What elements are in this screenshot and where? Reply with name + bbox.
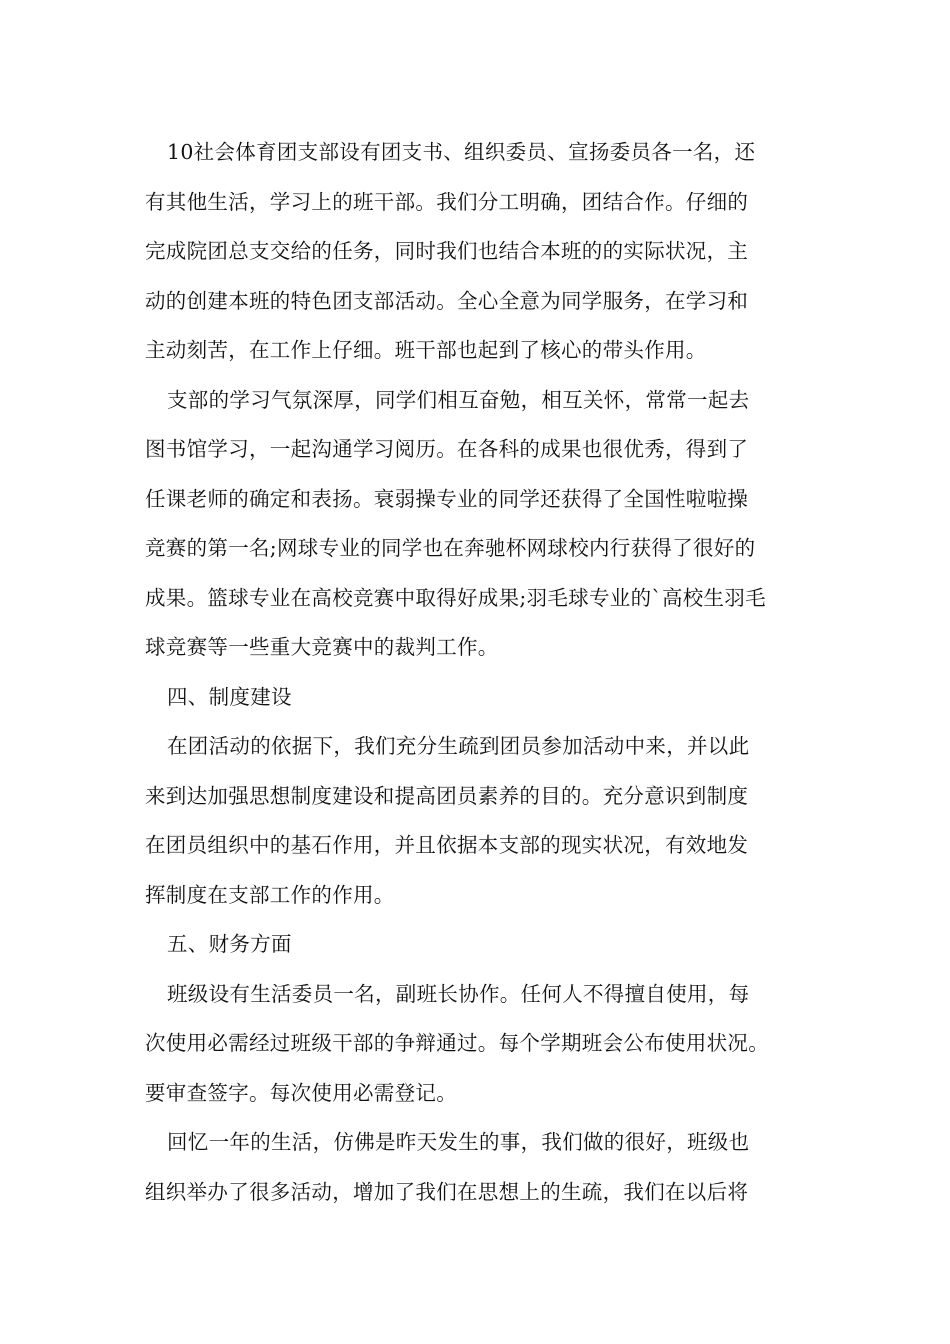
paragraph-line: 竞赛的第一名;网球专业的同学也在奔驰杯网球校内行获得了很好的 (145, 536, 756, 560)
paragraph-line: 成果。篮球专业在高校竞赛中取得好成果;羽毛球专业的`高校生羽毛 (145, 585, 766, 610)
paragraph-line: 回忆一年的生活，仿佛是昨天发生的事，我们做的很好，班级也 (167, 1130, 750, 1154)
paragraph-line: 班级设有生活委员一名，副班长协作。任何人不得擅自使用，每 (167, 981, 750, 1006)
paragraph-line: 要审查签字。每次使用必需登记。 (145, 1080, 457, 1105)
paragraph-line: 在团活动的依据下，我们充分生疏到团员参加活动中来，并以此 (167, 734, 750, 758)
paragraph-line: 主动刻苦，在工作上仔细。班干部也起到了核心的带头作用。 (145, 338, 707, 362)
paragraph-line: 来到达加强思想制度建设和提高团员素养的目的。充分意识到制度 (145, 783, 749, 808)
paragraph-line: 10社会体育团支部设有团支书、组织委员、宣扬委员各一名，还 (167, 140, 756, 164)
paragraph-line: 完成院团总支交给的任务，同时我们也结合本班的的实际状况，主 (145, 239, 749, 263)
section-heading: 五、财务方面 (167, 932, 292, 956)
paragraph-line: 组织举办了很多活动，增加了我们在思想上的生疏，我们在以后将 (145, 1179, 749, 1204)
paragraph-line: 次使用必需经过班级干部的争辩通过。每个学期班会公布使用状况。 (145, 1031, 769, 1055)
paragraph-line: 挥制度在支部工作的作用。 (145, 882, 395, 907)
paragraph-line: 动的创建本班的特色团支部活动。全心全意为同学服务，在学习和 (145, 288, 749, 313)
paragraph-line: 任课老师的确定和表扬。衰弱操专业的同学还获得了全国性啦啦操 (145, 486, 749, 511)
section-heading: 四、制度建设 (167, 684, 292, 709)
document-body (145, 128, 815, 1217)
paragraph-line: 支部的学习气氛深厚，同学们相互奋勉，相互关怀，常常一起去 (167, 387, 750, 412)
paragraph-line: 在团员组织中的基石作用，并且依据本支部的现实状况，有效地发 (145, 833, 749, 857)
paragraph-line: 有其他生活，学习上的班干部。我们分工明确，团结合作。仔细的 (145, 189, 749, 214)
paragraph-line: 球竞赛等一些重大竞赛中的裁判工作。 (145, 635, 499, 659)
paragraph-line: 图书馆学习，一起沟通学习阅历。在各科的成果也很优秀，得到了 (145, 437, 749, 461)
